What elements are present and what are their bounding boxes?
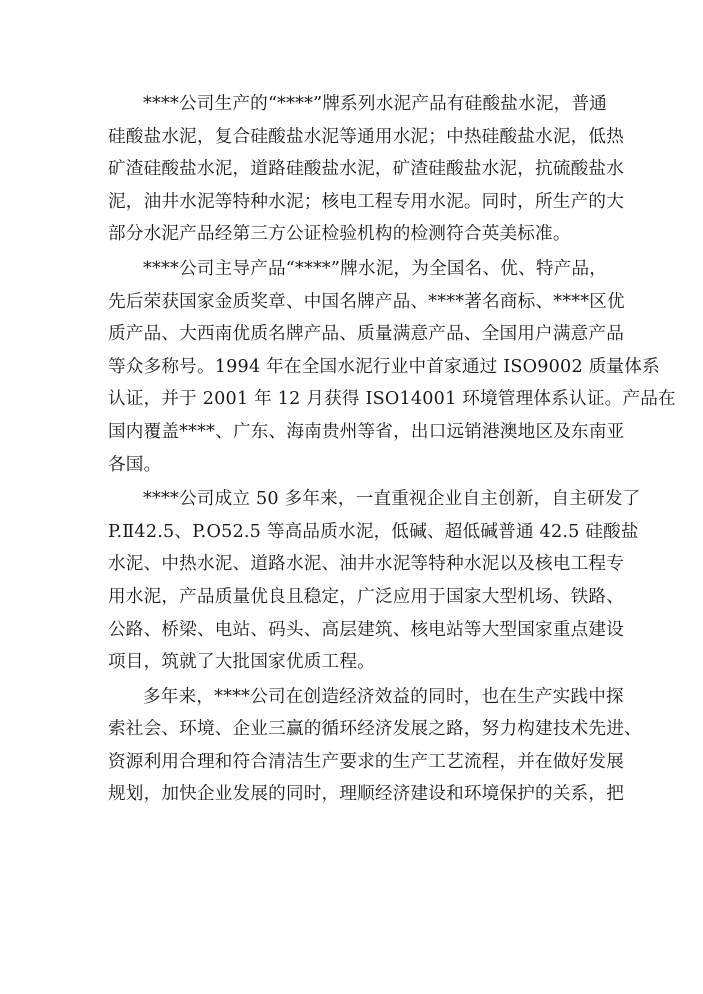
text-line: 泥，油井水泥等特种水泥；核电工程专用水泥。同时，所生产的大 <box>108 191 625 212</box>
text-line: ****公司生产的“****”牌系列水泥产品有硅酸盐水泥，普通 <box>143 94 608 114</box>
text-line: 先后荣获国家金质奖章、中国名牌产品、****著名商标、****区优 <box>108 291 625 312</box>
text-line: 用水泥，产品质量优良且稳定，广泛应用于国家大型机场、铁路、 <box>108 586 625 607</box>
text-line: 公路、桥梁、电站、码头、高层建筑、核电站等大型国家重点建设 <box>108 619 625 640</box>
text-line: 国内覆盖****、广东、海南贵州等省，出口远销港澳地区及东南亚 <box>108 421 625 442</box>
text-line: 矿渣硅酸盐水泥，道路硅酸盐水泥，矿渣硅酸盐水泥，抗硫酸盐水 <box>108 159 625 180</box>
text-line: 认证，并于 2001 年 12 月获得 ISO14001 环境管理体系认证。产品在 <box>108 389 676 410</box>
document-body <box>108 88 676 813</box>
text-line: 各国。 <box>108 454 162 475</box>
text-line: 规划，加快企业发展的同时，理顺经济建设和环境保护的关系，把 <box>108 784 625 805</box>
text-line: 多年来，****公司在创造经济效益的同时，也在生产实践中探 <box>143 686 624 707</box>
text-line: 等众多称号。1994 年在全国水泥行业中首家通过 ISO9002 质量体系 <box>108 356 660 377</box>
text-line: 索社会、环境、企业三赢的循环经济发展之路，努力构建技术先进、 <box>108 719 642 740</box>
paragraph-circular-economy <box>108 681 642 811</box>
text-line: 部分水泥产品经第三方公证检验机构的检测符合英美标准。 <box>108 224 571 245</box>
text-line: 硅酸盐水泥，复合硅酸盐水泥等通用水泥；中热硅酸盐水泥，低热 <box>108 126 625 147</box>
text-line: 质产品、大西南优质名牌产品、质量满意产品、全国用户满意产品 <box>108 324 625 345</box>
paragraph-product-range <box>108 88 625 251</box>
paragraph-brand-honors <box>108 253 676 481</box>
text-line: 项目，筑就了大批国家优质工程。 <box>108 652 375 673</box>
text-line: 水泥、中热水泥、道路水泥、油井水泥等特种水泥以及核电工程专 <box>108 554 625 575</box>
text-line: ****公司成立 50 多年来，一直重视企业自主创新，自主研发了 <box>143 489 641 510</box>
text-line: ****公司主导产品“****”牌水泥，为全国名、优、特产品， <box>143 258 608 279</box>
paragraph-innovation <box>108 483 641 679</box>
text-line: 资源利用合理和符合清洁生产要求的生产工艺流程，并在做好发展 <box>108 751 625 772</box>
text-line: P.Ⅱ42.5、P.O52.5 等高品质水泥，低碱、超低碱普通 42.5 硅酸盐 <box>108 521 639 542</box>
